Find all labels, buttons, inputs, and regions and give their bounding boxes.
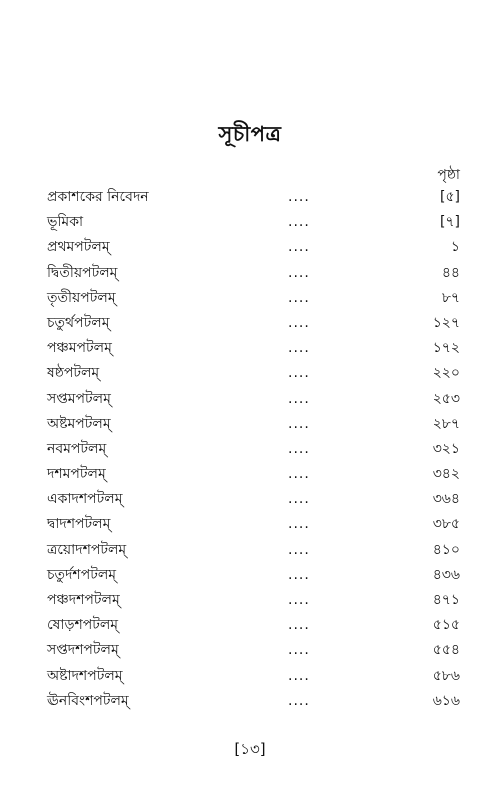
toc-row — [0, 210, 500, 235]
toc-page-number: ৫৮৬ — [432, 667, 460, 684]
toc-page-number: ৩৮৫ — [432, 516, 460, 533]
toc-leader-dots: .... — [288, 440, 310, 457]
toc-row — [0, 235, 500, 260]
toc-row — [0, 538, 500, 563]
toc-entry-label: সপ্তদশপটলম্ — [47, 642, 119, 659]
table-of-contents — [0, 185, 500, 714]
toc-entry-label: একাদশপটলম্ — [47, 491, 123, 508]
toc-leader-dots: .... — [288, 289, 310, 306]
toc-leader-dots: .... — [288, 566, 310, 583]
toc-page-number: ১৭২ — [432, 340, 460, 357]
toc-entry-label: ঊনবিংশপটলম্ — [47, 692, 129, 709]
toc-row — [0, 311, 500, 336]
toc-entry-label: প্রকাশকের নিবেদন — [47, 189, 149, 205]
toc-page-number: ৩২১ — [432, 440, 460, 457]
toc-leader-dots: .... — [288, 516, 310, 533]
toc-entry-label: দশমপটলম্ — [47, 466, 106, 483]
toc-entry-label: ষোড়শপটলম্ — [47, 617, 119, 634]
page-number-footer: [১৩] — [234, 740, 266, 758]
toc-leader-dots: .... — [288, 642, 310, 659]
toc-leader-dots: .... — [288, 541, 310, 558]
toc-page-number: ৬১৬ — [432, 692, 460, 709]
toc-leader-dots: .... — [288, 365, 310, 382]
toc-page-number: [৭] — [439, 214, 460, 231]
toc-leader-dots: .... — [288, 340, 310, 357]
toc-row — [0, 689, 500, 714]
toc-row — [0, 512, 500, 537]
toc-page-number: ২৫৩ — [432, 390, 460, 407]
toc-entry-label: তৃতীয়পটলম্ — [47, 289, 116, 306]
toc-page-number: ৩৬৪ — [432, 491, 460, 508]
toc-entry-label: ত্রয়োদশপটলম্ — [47, 541, 127, 558]
toc-leader-dots: .... — [288, 264, 310, 281]
toc-row — [0, 588, 500, 613]
toc-leader-dots: .... — [288, 314, 310, 331]
toc-page-number: [৫] — [439, 189, 460, 205]
toc-entry-label: সপ্তমপটলম্ — [47, 390, 111, 407]
toc-page-number: ১২৭ — [432, 314, 460, 331]
toc-page-number: ৪৪ — [441, 264, 460, 281]
toc-leader-dots: .... — [288, 617, 310, 634]
toc-page-number: ৪৭১ — [432, 592, 460, 608]
toc-page-number: ৪১০ — [432, 541, 460, 558]
toc-row — [0, 412, 500, 437]
toc-leader-dots: .... — [288, 189, 310, 205]
toc-entry-label: পঞ্চদশপটলম্ — [47, 592, 120, 608]
toc-row — [0, 437, 500, 462]
toc-leader-dots: .... — [288, 592, 310, 608]
toc-entry-label: অষ্টাদশপটলম্ — [47, 667, 123, 684]
toc-row — [0, 286, 500, 311]
toc-page-number: ৩৪২ — [432, 466, 460, 483]
toc-page-number: ১ — [450, 239, 460, 256]
toc-leader-dots: .... — [288, 214, 310, 231]
toc-entry-label: দ্বাদশপটলম্ — [47, 516, 111, 533]
toc-entry-label: চতুর্থপটলম্ — [47, 314, 110, 331]
toc-entry-label: অষ্টমপটলম্ — [47, 415, 111, 432]
toc-entry-label: নবমপটলম্ — [47, 440, 107, 457]
page-column-header: পৃষ্ঠা — [437, 167, 460, 183]
toc-entry-label: দ্বিতীয়পটলম্ — [47, 264, 118, 281]
toc-row — [0, 487, 500, 512]
toc-leader-dots: .... — [288, 239, 310, 256]
toc-row — [0, 613, 500, 638]
toc-leader-dots: .... — [288, 491, 310, 508]
toc-leader-dots: .... — [288, 692, 310, 709]
toc-page-number: ২৮৭ — [432, 415, 460, 432]
toc-page-number: ৫১৫ — [432, 617, 460, 634]
toc-row — [0, 462, 500, 487]
toc-leader-dots: .... — [288, 390, 310, 407]
toc-entry-label: প্রথমপটলম্ — [47, 239, 110, 256]
page-title: সূচীপত্র — [218, 122, 282, 146]
toc-row — [0, 361, 500, 386]
toc-page-number: ২২০ — [432, 365, 460, 382]
toc-row — [0, 638, 500, 663]
toc-row — [0, 336, 500, 361]
toc-entry-label: ভূমিকা — [47, 214, 84, 231]
toc-row — [0, 563, 500, 588]
toc-entry-label: চতুর্দশপটলম্ — [47, 566, 117, 583]
toc-leader-dots: .... — [288, 415, 310, 432]
toc-leader-dots: .... — [288, 667, 310, 684]
toc-row — [0, 664, 500, 689]
toc-row — [0, 387, 500, 412]
toc-row — [0, 261, 500, 286]
toc-leader-dots: .... — [288, 466, 310, 483]
toc-page-number: ৫৫৪ — [432, 642, 460, 659]
toc-entry-label: ষষ্ঠপটলম্ — [47, 365, 100, 382]
toc-page-number: ৮৭ — [441, 289, 460, 306]
toc-row — [0, 185, 500, 210]
toc-page-number: ৪৩৬ — [432, 566, 460, 583]
toc-entry-label: পঞ্চমপটলম্ — [47, 340, 112, 357]
